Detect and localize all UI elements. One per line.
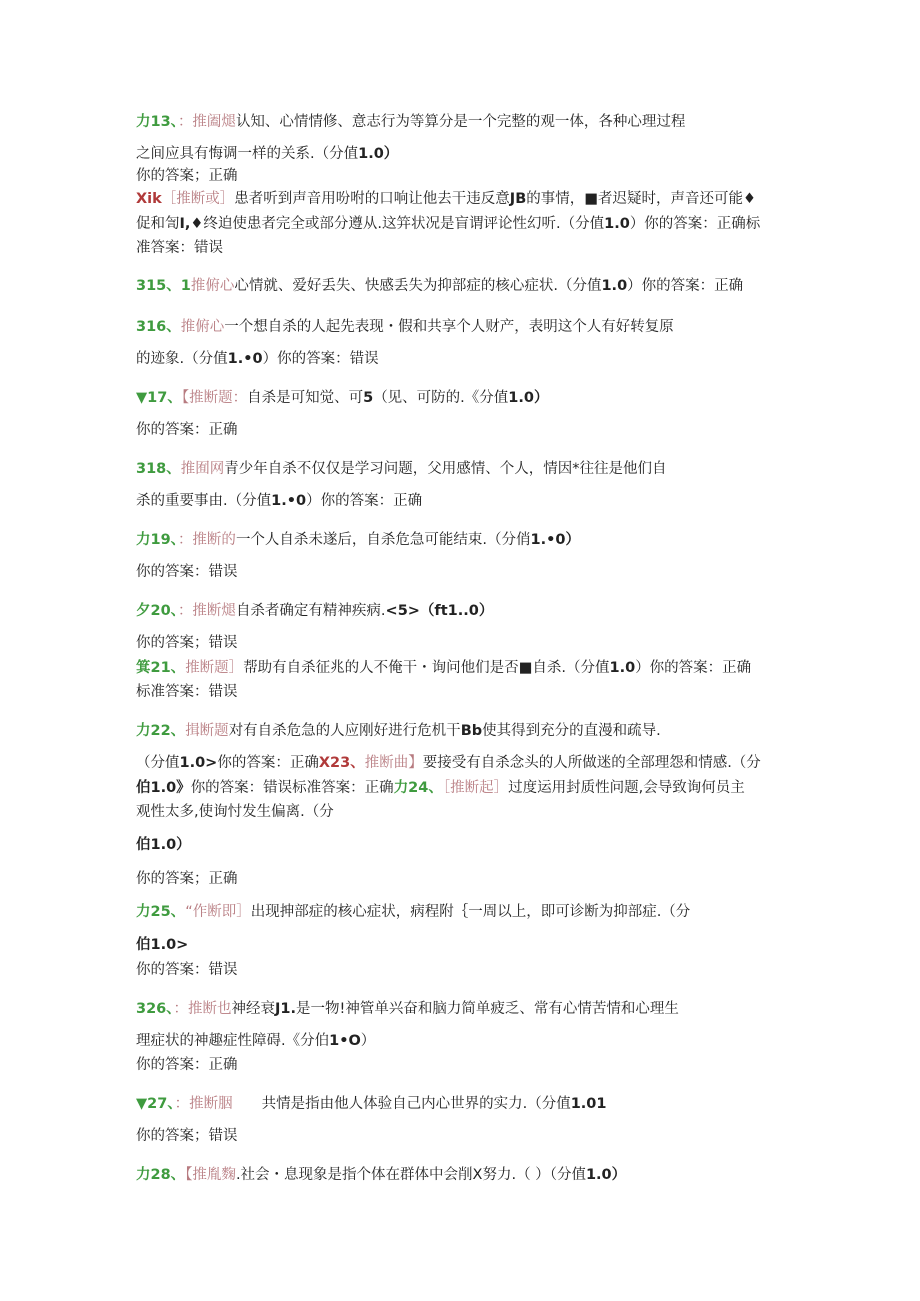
answer-text: ）你的答案：正确标: [629, 216, 761, 232]
question-type-tag: ：推断煺: [177, 603, 236, 619]
question-24-line-2: [136, 802, 790, 822]
score-value: 伯1.0）: [136, 837, 191, 853]
garbled-fragment: Bb: [460, 723, 483, 739]
score-value: 伯1.0》: [136, 780, 191, 796]
score-value: 1.0>: [179, 755, 218, 771]
question-number: 力28、: [136, 1167, 186, 1183]
question-type-tag: 推俯心: [190, 278, 235, 294]
answer-text: 你的答案：错误: [136, 564, 238, 580]
question-text: （见、可防的.《分值: [373, 390, 509, 406]
answer-text: ）你的答案：正确: [635, 660, 752, 676]
question-number: 力19、: [136, 532, 178, 548]
question-number: 力22、: [136, 723, 186, 739]
question-type-tag: ［推断或］: [161, 191, 235, 207]
question-type-tag: ：推断也: [173, 1001, 232, 1017]
answer-text: 你的答案；正确: [136, 871, 238, 887]
answer-text: 准答案：错误: [136, 240, 223, 256]
question-text: 使其得到充分的直漫和疏导.: [482, 723, 661, 739]
question-type-tag: ：推阖煺: [177, 114, 236, 130]
question-19-line: [136, 530, 790, 550]
question-26-answer: [136, 1055, 790, 1075]
question-27-line: [136, 1094, 790, 1114]
question-22-23-line: [136, 753, 790, 773]
question-number: 326、: [136, 1001, 174, 1017]
question-number: 夕20、: [136, 603, 178, 619]
answer-text: 你的答案；正确: [136, 168, 238, 184]
answer-text: ）你的答案：正确: [306, 493, 423, 509]
answer-text: ）你的答案：正确: [627, 278, 744, 294]
question-text: 促和訇: [136, 216, 180, 232]
answer-text: 你的答案：正确: [217, 755, 319, 771]
score-value: 伯1.0>: [136, 937, 189, 953]
question-text: 自杀者确定有精神疾病.: [235, 603, 386, 619]
question-17-line: [136, 388, 790, 408]
question-18-line-1: [136, 459, 790, 479]
question-text: 出现抻部症的核心症状，病程附｛一周以上，即可诊断为抑部症.（分: [250, 904, 691, 920]
question-25-line: [136, 902, 790, 922]
answer-text: 你的答案；错误: [136, 1128, 238, 1144]
question-20-answer: [136, 633, 790, 653]
answer-text: 标准答案：错误: [136, 684, 238, 700]
question-26-line-2: [136, 1031, 790, 1051]
score-value: 1•O: [329, 1033, 361, 1049]
question-number: Xik: [136, 191, 162, 207]
question-13-line-2: [136, 144, 790, 164]
question-18-line-2: [136, 491, 790, 511]
question-text: 一个想自杀的人起先表现・假和共享个人财产，表明这个人有好转复原: [224, 319, 674, 335]
question-22-line: [136, 721, 790, 741]
question-text: 神经衰: [231, 1001, 276, 1017]
garbled-fragment: J1.: [275, 1001, 297, 1017]
question-24-score: [136, 835, 790, 855]
score-value: 1.0）: [358, 146, 399, 162]
score-value: <5>（ft1..0）: [385, 603, 494, 619]
question-text: 观性太多,使询忖发生偏离.（分: [136, 804, 334, 820]
question-number: 力25、: [136, 904, 186, 920]
question-20-line: [136, 601, 790, 621]
question-15-line: [136, 276, 790, 296]
question-type-tag: ［推断起］: [442, 780, 509, 796]
garbled-fragment: 5: [363, 390, 374, 406]
question-17-answer: [136, 420, 790, 440]
question-number: 316、: [136, 319, 181, 335]
question-16-line-1: [136, 317, 790, 337]
question-type-tag: 【推胤麴: [185, 1167, 236, 1183]
question-25-answer: [136, 960, 790, 980]
score-value: 1.0: [604, 216, 630, 232]
question-type-tag: 【推断题：: [181, 390, 248, 406]
score-value: 1.0: [601, 278, 628, 294]
question-text: 患者听到声音用吩咐的口响让他去干违反意: [234, 191, 510, 207]
question-25-score: [136, 935, 790, 955]
score-value: 1.•0）: [530, 532, 581, 548]
question-text: 之间应具有悔调一样的关系.（分值: [136, 146, 359, 162]
question-14-line-2: [136, 214, 790, 234]
question-13-answer: [136, 166, 790, 186]
answer-text: 你的答案：正确: [136, 422, 238, 438]
garbled-fragment: I,: [179, 216, 191, 232]
question-text: 要接受有自杀念头的人所做迷的全部理怨和情感.（分: [422, 755, 761, 771]
question-26-line-1: [136, 999, 790, 1019]
question-text: 的迹象.（分值: [136, 351, 228, 367]
question-text: 帮助有自杀征兆的人不俺干・询问他们是否■自杀.（分值: [243, 660, 610, 676]
question-type-tag: 推断曲】: [364, 755, 423, 771]
question-text: 过度运用封质性问题,会导致询何员主: [508, 780, 745, 796]
score-value: 1.01: [570, 1096, 607, 1112]
question-type-tag: 推俯心: [180, 319, 225, 335]
question-number: 箕21、: [136, 660, 186, 676]
answer-text: 你的答案：错误: [136, 962, 238, 978]
question-16-line-2: [136, 349, 790, 369]
question-number: 318、: [136, 461, 181, 477]
question-13-line-1: [136, 112, 790, 132]
question-number: ▼17、: [136, 390, 182, 406]
question-text: 一个人自杀未遂后，自杀危急可能结束.（分俏: [235, 532, 531, 548]
question-text: 理症状的神趣症性障碍.《分伯: [136, 1033, 330, 1049]
question-text: 杀的重要事由.（分值: [136, 493, 272, 509]
question-text: 自杀是可知觉、可: [247, 390, 364, 406]
question-24-answer: [136, 869, 790, 889]
question-text: 青少年自杀不仅仅是学习问题，父用感情、个人，情因*往往是他们自: [224, 461, 667, 477]
question-number: 力13、: [136, 114, 178, 130]
question-21-line: [136, 658, 790, 678]
question-28-line: [136, 1165, 790, 1185]
question-21-standard-answer: [136, 682, 790, 702]
question-type-tag: 揖断题: [185, 723, 229, 739]
answer-text: 你的答案；错误: [136, 635, 238, 651]
garbled-fragment: JB: [509, 191, 527, 207]
score-value: 1.0）: [508, 390, 549, 406]
answer-text: 你的答案：错误标准答案：正确: [190, 780, 394, 796]
question-number: 315、1: [136, 278, 191, 294]
question-23-24-line: [136, 778, 790, 798]
score-value: 1.•0: [271, 493, 307, 509]
question-text: 是一物!神管单兴奋和脑力简单疲乏、常有心情苦情和心理生: [296, 1001, 679, 1017]
question-14-line-1: [136, 189, 790, 209]
question-number: 力24、: [393, 780, 443, 796]
question-type-tag: 推囿网: [180, 461, 225, 477]
question-text: 对有自杀危急的人应刚好进行危机干: [228, 723, 461, 739]
question-number: ▼27、: [136, 1096, 175, 1112]
score-value: 1.0）: [585, 1167, 627, 1183]
score-value: 1.•0: [227, 351, 263, 367]
question-text: 共情是指由他人体验自己内心世界的实力.（分值: [232, 1096, 571, 1112]
question-text: ♦终迫使患者完全或部分遵从.这笄状况是盲谓评论性幻听.（分值: [190, 216, 605, 232]
question-type-tag: ：推断的: [177, 532, 236, 548]
question-text: 的事情，■者迟疑时，声音还可能♦: [526, 191, 756, 207]
score-value: 1.0: [609, 660, 636, 676]
question-type-tag: ：推断胭: [174, 1096, 233, 1112]
question-text: 认知、心情情修、意志行为等算分是一个完整的观一体，各种心理过程: [235, 114, 686, 130]
question-type-tag: “作断即］: [185, 904, 251, 920]
answer-text: ）你的答案：错误: [262, 351, 379, 367]
question-number: X23、: [318, 755, 365, 771]
question-text: （分值: [136, 755, 180, 771]
question-27-answer: [136, 1126, 790, 1146]
question-19-answer: [136, 562, 790, 582]
answer-text: 你的答案：正确: [136, 1057, 238, 1073]
question-14-standard-answer: [136, 238, 790, 258]
question-text: 心情就、爱好丢失、快感丢失为抑部症的核心症状.（分值: [234, 278, 602, 294]
question-text: ）: [360, 1033, 376, 1049]
question-type-tag: 推断题］: [185, 660, 244, 676]
question-text: .社会・息现象是指个体在群体中会削X努力.（ ）（分值: [235, 1167, 586, 1183]
